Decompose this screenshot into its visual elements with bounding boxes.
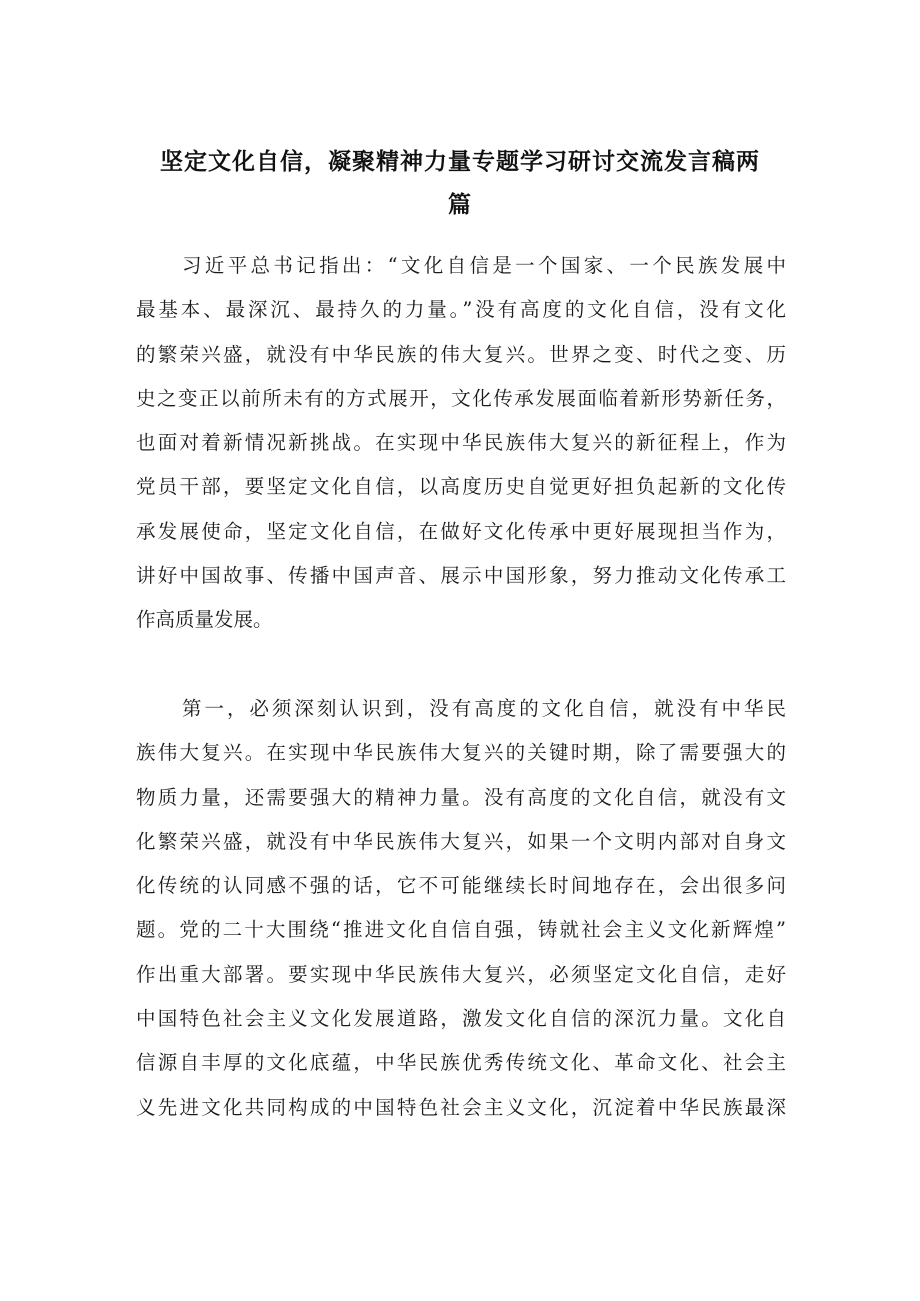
- paragraph-line: 中国特色社会主义文化发展道路，激发文化自信的深沉力量。文化自: [136, 1007, 786, 1031]
- paragraph-line: 作高质量发展。: [136, 608, 273, 632]
- paragraph-line: 的繁荣兴盛，就没有中华民族的伟大复兴。世界之变、时代之变、历: [136, 342, 786, 366]
- paragraph-line: 义先进文化共同构成的中国特色社会主义文化，沉淀着中华民族最深: [136, 1095, 786, 1119]
- paragraph-line: 习近平总书记指出：“文化自信是一个国家、一个民族发展中: [182, 254, 786, 277]
- paragraph-line: 也面对着新情况新挑战。在实现中华民族伟大复兴的新征程上，作为: [136, 431, 786, 455]
- paragraph-line: 党员干部，要坚定文化自信，以高度历史自觉更好担负起新的文化传: [136, 475, 786, 499]
- document-title-line-1: 坚定文化自信，凝聚精神力量专题学习研讨交流发言稿两: [160, 149, 760, 175]
- paragraph-line: 族伟大复兴。在实现中华民族伟大复兴的关键时期，除了需要强大的: [136, 741, 786, 765]
- paragraph-line: 作出重大部署。要实现中华民族伟大复兴，必须坚定文化自信，走好: [136, 962, 786, 986]
- paragraph-line: 题。党的二十大围绕“推进文化自信自强，铸就社会主义文化新辉煌”: [136, 918, 786, 942]
- paragraph-line: 讲好中国故事、传播中国声音、展示中国形象，努力推动文化传承工: [136, 564, 786, 588]
- paragraph-line: 第一，必须深刻认识到，没有高度的文化自信，就没有中华民: [182, 697, 786, 720]
- paragraph-line: 化传统的认同感不强的话，它不可能继续长时间地存在，会出很多问: [136, 874, 786, 898]
- paragraph-line: 信源自丰厚的文化底蕴，中华民族优秀传统文化、革命文化、社会主: [136, 1051, 786, 1075]
- paragraph-line: 最基本、最深沉、最持久的力量。”没有高度的文化自信，没有文化: [136, 298, 786, 322]
- document-title-line-2: 篇: [448, 192, 472, 218]
- paragraph-2: [136, 687, 786, 1130]
- paragraph-1: [136, 244, 786, 643]
- paragraph-line: 史之变正以前所未有的方式展开，文化传承发展面临着新形势新任务，: [136, 386, 786, 410]
- paragraph-line: 物质力量，还需要强大的精神力量。没有高度的文化自信，就没有文: [136, 785, 786, 809]
- paragraph-line: 承发展使命，坚定文化自信，在做好文化传承中更好展现担当作为，: [136, 519, 786, 543]
- paragraph-line: 化繁荣兴盛，就没有中华民族伟大复兴，如果一个文明内部对自身文: [136, 829, 786, 853]
